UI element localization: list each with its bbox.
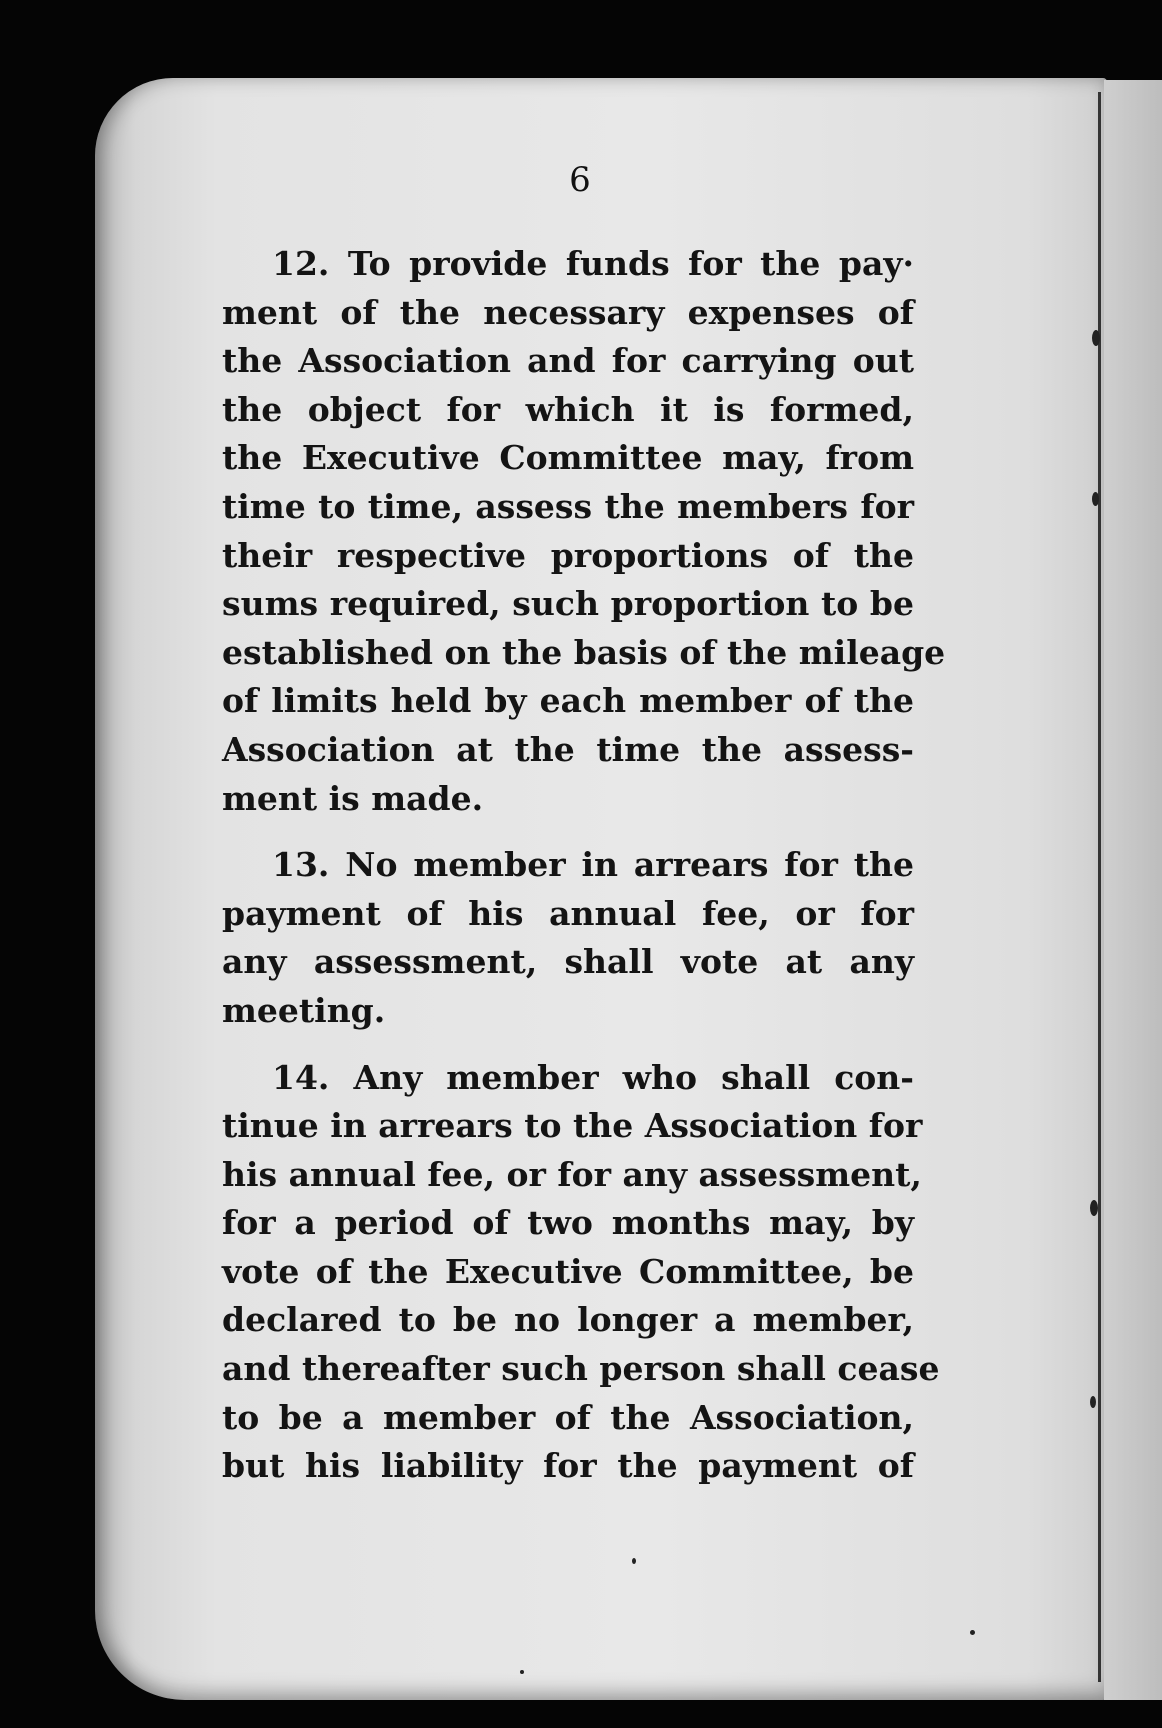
page-fold-line xyxy=(1098,92,1101,1682)
text-line: tinue in arrears to the Association for xyxy=(222,1106,923,1146)
text-line: Association at the time the assess- xyxy=(222,729,914,769)
text-line: their respective proportions of the xyxy=(222,535,914,575)
dust-speck xyxy=(1092,330,1100,346)
text-line: his annual fee, or for any assessment, xyxy=(222,1154,922,1194)
dust-speck xyxy=(520,1670,524,1674)
text-line: declared to be no longer a member, xyxy=(222,1300,914,1340)
text-line: 14. Any member who shall con- xyxy=(272,1057,914,1097)
text-line: the object for which it is formed, xyxy=(222,389,914,429)
paragraph-gap xyxy=(222,823,914,841)
paragraph-gap xyxy=(222,1036,914,1054)
text-line: sums required, such proportion to be xyxy=(222,584,914,624)
text-line: ment of the necessary expenses of xyxy=(222,292,914,332)
text-line: ment is made. xyxy=(222,778,484,818)
text-line: 12. To provide funds for the pay· xyxy=(272,244,914,283)
text-line: and thereafter such person shall cease xyxy=(222,1349,940,1389)
text-line: the Association and for carrying out xyxy=(222,341,914,381)
text-line: of limits held by each member of the xyxy=(222,681,914,721)
dust-speck xyxy=(1090,1396,1096,1408)
text-line: any assessment, shall vote at any xyxy=(222,942,914,982)
paragraph-12 xyxy=(222,240,946,823)
paragraph-14 xyxy=(222,1054,940,1491)
body-text xyxy=(222,240,946,1491)
text-line: the Executive Committee may, from xyxy=(222,438,914,478)
dust-speck xyxy=(1092,492,1099,506)
text-line: for a period of two months may, by xyxy=(222,1203,914,1243)
text-line: vote of the Executive Committee, be xyxy=(222,1251,914,1291)
text-line: established on the basis of the mileage xyxy=(222,632,946,672)
text-line: payment of his annual fee, or for xyxy=(222,893,914,933)
page-number: 6 xyxy=(569,160,591,200)
text-line: but his liability for the payment of xyxy=(222,1446,914,1486)
facing-page-edge xyxy=(1104,80,1162,1700)
text-line: to be a member of the Association, xyxy=(222,1397,914,1437)
dust-speck xyxy=(1090,1200,1098,1216)
paragraph-13 xyxy=(222,841,914,1035)
text-line: time to time, assess the members for xyxy=(222,486,914,526)
dust-speck xyxy=(970,1630,975,1635)
dust-speck xyxy=(632,1558,636,1564)
text-line: meeting. xyxy=(222,990,386,1030)
text-line: 13. No member in arrears for the xyxy=(272,845,914,885)
